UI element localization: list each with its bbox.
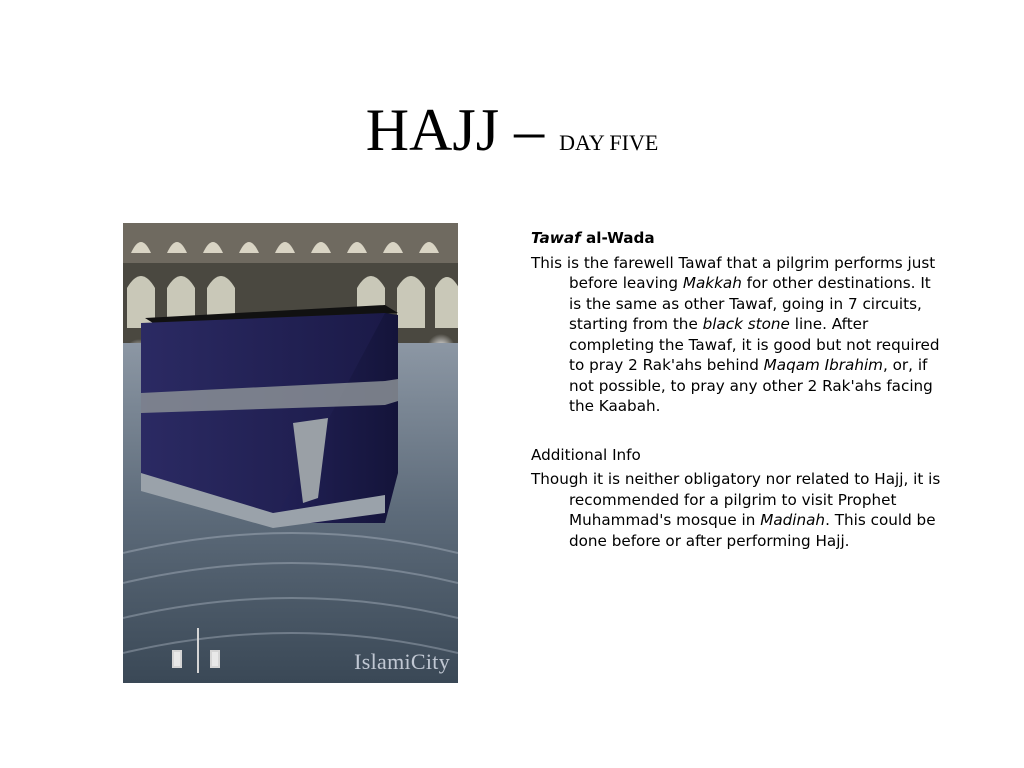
heading-rest: al-Wada: [580, 229, 655, 247]
title-sub: DAY FIVE: [559, 130, 659, 155]
text-run: line. After completing the Tawaf, it is good but not required to pray 2 Rak'ahs behind: [569, 315, 940, 374]
section-heading-additional: Additional Info: [531, 445, 641, 464]
text-run: for other destinations. It is the same as other Tawaf, going in 7 circuits, starting from the: [569, 274, 931, 333]
text-run: This is the farewell Tawaf that a pilgrim performs just before leaving: [531, 253, 936, 292]
additional-paragraph: [531, 469, 941, 551]
kaaba-illustration: [123, 223, 458, 683]
kaaba-photo: [123, 223, 458, 683]
text-run: . This could be done before or after performing Hajj.: [569, 511, 936, 550]
text-run: , or, if not possible, to pray any other 2 Rak'ahs facing the Kaabah.: [569, 356, 933, 415]
text-run: Though it is neither obligatory nor related to Hajj, it is recommended for a pilgrim to visit Prophet Muhammad's mosque in: [531, 470, 941, 529]
section-heading-tawaf: [531, 228, 941, 249]
slide-body: [531, 228, 941, 551]
tawaf-paragraph: [531, 253, 941, 417]
spacer: [531, 417, 941, 445]
emphasis-maqam-ibrahim: Maqam Ibrahim: [763, 356, 883, 374]
watermark-logo: IslamiCity: [354, 649, 450, 674]
emphasis-makkah: Makkah: [682, 274, 742, 292]
slide-title: [0, 97, 1024, 163]
title-main: HAJJ –: [365, 97, 560, 163]
heading-italic: Tawaf: [531, 229, 581, 247]
emphasis-madinah: Madinah: [760, 511, 826, 529]
emphasis-black-stone: black stone: [702, 315, 790, 333]
